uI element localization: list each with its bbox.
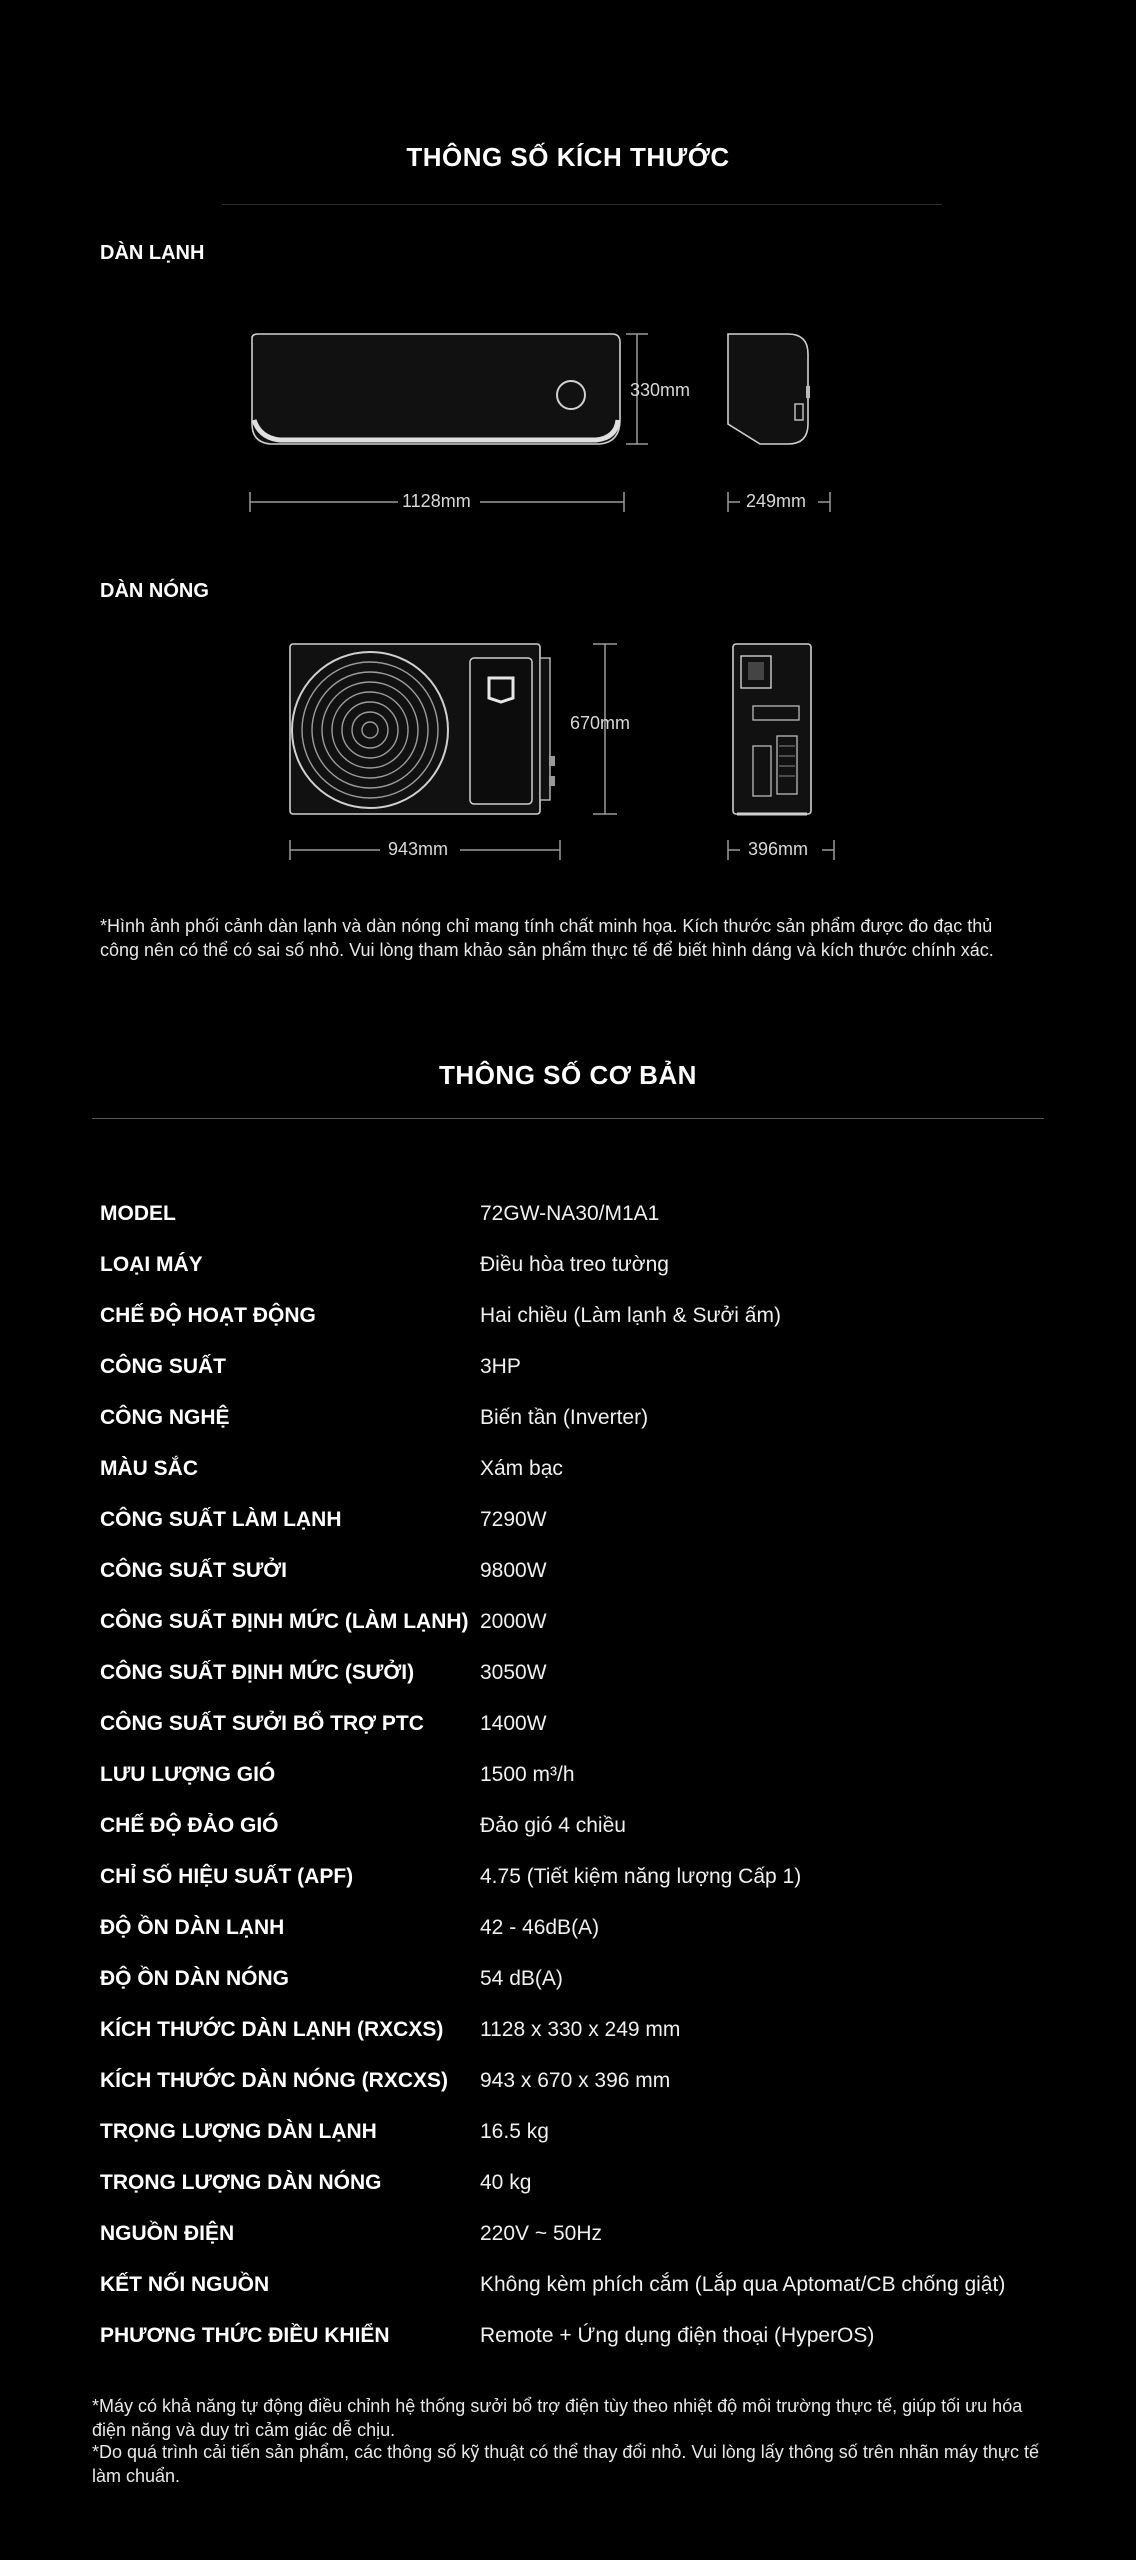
spec-key: KÍCH THƯỚC DÀN NÓNG (RXCXS) — [100, 2069, 448, 2092]
spec-value: Đảo gió 4 chiều — [480, 1814, 626, 1837]
spec-value: 7290W — [480, 1508, 547, 1531]
spec-value: 42 - 46dB(A) — [480, 1916, 600, 1939]
spec-row — [100, 1406, 1060, 1457]
spec-key: CÔNG SUẤT ĐỊNH MỨC (SƯỞI) — [100, 1661, 415, 1684]
outdoor-width-dim: 943mm — [388, 839, 449, 859]
spec-row — [100, 1814, 1060, 1865]
spec-value: 943 x 670 x 396 mm — [480, 2069, 671, 2092]
spec-value: 3HP — [480, 1355, 521, 1378]
spec-value: 1400W — [480, 1712, 547, 1735]
spec-row — [100, 1304, 1060, 1355]
spec-value: 54 dB(A) — [480, 1967, 563, 1990]
spec-key: ĐỘ ỒN DÀN NÓNG — [100, 1967, 289, 1990]
size-note: *Hình ảnh phối cảnh dàn lạnh và dàn nóng chỉ mang tính chất minh họa. Kích thước sản phẩm được đo đạc thủ công nên có thể có sai số nhỏ. Vui lòng tham khảo sản phẩm thực tế để biết hình dáng và kích thước chính xác. — [100, 916, 994, 960]
spec-row — [100, 2171, 1060, 2222]
spec-value: Xám bạc — [480, 1457, 563, 1480]
spec-key: TRỌNG LƯỢNG DÀN NÓNG — [100, 2171, 382, 2194]
spec-row — [100, 1916, 1060, 1967]
spec-value: 16.5 kg — [480, 2120, 549, 2143]
spec-key: CÔNG SUẤT LÀM LẠNH — [100, 1508, 342, 1531]
spec-key: CÔNG SUẤT SƯỞI — [100, 1559, 288, 1582]
spec-key: CÔNG SUẤT — [100, 1355, 226, 1378]
spec-value: 40 kg — [480, 2171, 532, 2194]
outdoor-label: DÀN NÓNG — [100, 580, 209, 602]
indoor-depth-dim: 249mm — [746, 491, 807, 511]
spec-value: Biến tần (Inverter) — [480, 1406, 649, 1429]
spec-value: 2000W — [480, 1610, 547, 1633]
spec-key: ĐỘ ỒN DÀN LẠNH — [100, 1916, 285, 1939]
spec-title-divider — [92, 1118, 1044, 1119]
spec-key: TRỌNG LƯỢNG DÀN LẠNH — [100, 2120, 377, 2143]
spec-value: 4.75 (Tiết kiệm năng lượng Cấp 1) — [480, 1865, 802, 1888]
spec-key: CÔNG NGHỆ — [100, 1406, 230, 1429]
spec-key: CÔNG SUẤT ĐỊNH MỨC (LÀM LẠNH) — [100, 1610, 469, 1633]
spec-key: CÔNG SUẤT SƯỞI BỔ TRỢ PTC — [100, 1712, 424, 1735]
spec-value: 1500 m³/h — [480, 1763, 575, 1786]
spec-row — [100, 2069, 1060, 2120]
spec-key: CHẾ ĐỘ HOẠT ĐỘNG — [100, 1304, 316, 1327]
spec-key: CHẾ ĐỘ ĐẢO GIÓ — [100, 1814, 279, 1837]
spec-row — [100, 1559, 1060, 1610]
spec-row — [100, 1202, 1060, 1253]
spec-value: Điều hòa treo tường — [480, 1253, 669, 1276]
spec-value: 1128 x 330 x 249 mm — [480, 2018, 681, 2041]
spec-row — [100, 1253, 1060, 1304]
spec-note-change: *Do quá trình cải tiến sản phẩm, các thông số kỹ thuật có thể thay đổi nhỏ. Vui lòng lấy thông số trên nhãn máy thực tế làm chuẩn. — [92, 2442, 1039, 2486]
indoor-height-dim: 330mm — [630, 380, 691, 400]
spec-key: LƯU LƯỢNG GIÓ — [100, 1763, 276, 1786]
indoor-width-dim: 1128mm — [402, 491, 471, 511]
spec-row — [100, 1712, 1060, 1763]
spec-key: KẾT NỐI NGUỒN — [100, 2273, 270, 2296]
indoor-label: DÀN LẠNH — [100, 242, 205, 264]
outdoor-height-dim: 670mm — [570, 713, 631, 733]
spec-row — [100, 1508, 1060, 1559]
spec-key: PHƯƠNG THỨC ĐIỀU KHIỂN — [100, 2324, 390, 2347]
spec-row — [100, 1355, 1060, 1406]
spec-value: 3050W — [480, 1661, 547, 1684]
spec-value: Hai chiều (Làm lạnh & Sưởi ấm) — [480, 1304, 781, 1327]
spec-key: MODEL — [100, 1202, 176, 1225]
spec-key: NGUỒN ĐIỆN — [100, 2222, 235, 2245]
spec-key: LOẠI MÁY — [100, 1253, 203, 1276]
spec-value: 72GW-NA30/M1A1 — [480, 1202, 660, 1225]
spec-key: MÀU SẮC — [100, 1457, 198, 1480]
outdoor-depth-dim: 396mm — [748, 839, 809, 859]
spec-row — [100, 1610, 1060, 1661]
spec-row — [100, 1763, 1060, 1814]
spec-row — [100, 2018, 1060, 2069]
spec-value: 9800W — [480, 1559, 547, 1582]
spec-key: KÍCH THƯỚC DÀN LẠNH (RXCXS) — [100, 2018, 444, 2041]
spec-section-title: THÔNG SỐ CƠ BẢN — [439, 1060, 697, 1090]
spec-row — [100, 1661, 1060, 1712]
spec-value: 220V ~ 50Hz — [480, 2222, 603, 2245]
spec-row — [100, 1865, 1060, 1916]
title-divider — [222, 204, 942, 205]
spec-note-ptc: *Máy có khả năng tự động điều chỉnh hệ thống sưởi bổ trợ điện tùy theo nhiệt độ môi trường thực tế, giúp tối ưu hóa điện năng và duy trì cảm giác dễ chịu. — [92, 2396, 1023, 2440]
spec-key: CHỈ SỐ HIỆU SUẤT (APF) — [100, 1865, 354, 1888]
spec-row — [100, 2324, 1060, 2375]
spec-row — [100, 1967, 1060, 2018]
outdoor-unit-drawing — [285, 638, 845, 838]
spec-value: Remote + Ứng dụng điện thoại (HyperOS) — [480, 2324, 875, 2347]
spec-row — [100, 2222, 1060, 2273]
spec-row — [100, 2120, 1060, 2171]
spec-value: Không kèm phích cắm (Lắp qua Aptomat/CB chống giật) — [480, 2273, 1006, 2296]
size-section-title: THÔNG SỐ KÍCH THƯỚC — [406, 142, 730, 172]
spec-row — [100, 2273, 1060, 2324]
spec-row — [100, 1457, 1060, 1508]
